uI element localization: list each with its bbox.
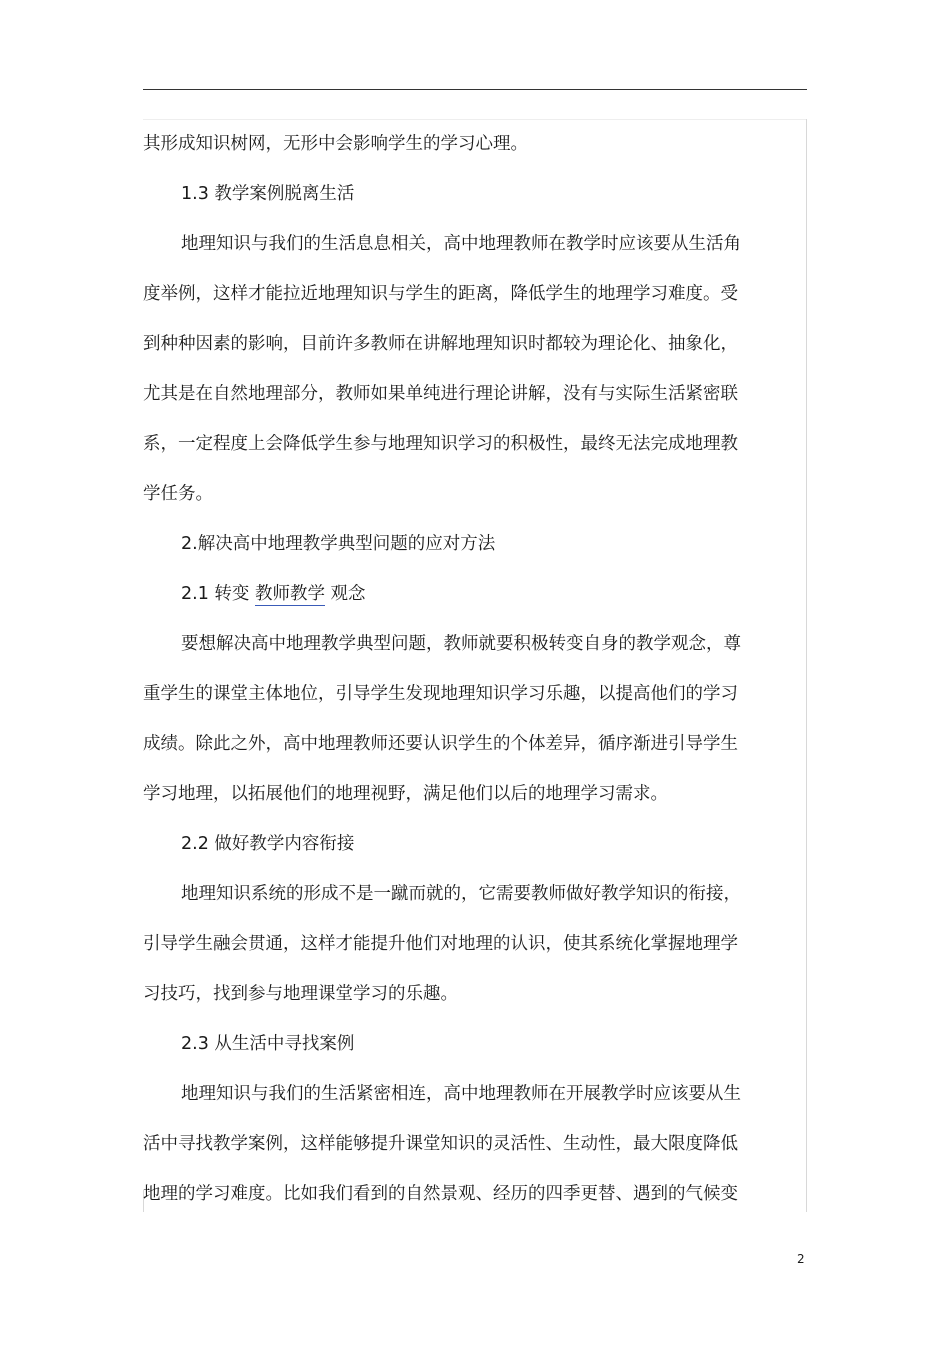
paragraph-line: 活中寻找教学案例，这样能够提升课堂知识的灵活性、生动性，最大限度降低 (143, 1134, 738, 1154)
paragraph-line: 成绩。除此之外，高中地理教师还要认识学生的个体差异，循序渐进引导学生 (143, 734, 738, 754)
heading-prefix: 2.1 转变 (181, 584, 255, 604)
heading-suffix: 观念 (324, 584, 366, 604)
paragraph-line: 其形成知识树网，无形中会影响学生的学习心理。 (143, 134, 528, 154)
paragraph-line: 地理知识与我们的生活息息相关，高中地理教师在教学时应该要从生活角 (181, 234, 741, 254)
paragraph-line: 习技巧，找到参与地理课堂学习的乐趣。 (143, 984, 458, 1004)
paragraph-line: 学习地理，以拓展他们的地理视野，满足他们以后的地理学习需求。 (143, 784, 668, 804)
paragraph-line: 地理知识与我们的生活紧密相连，高中地理教师在开展教学时应该要从生 (181, 1084, 741, 1104)
page-number: 2 (797, 1252, 805, 1266)
content-frame-right (806, 119, 807, 1212)
section-heading-2-2: 2.2 做好教学内容衔接 (181, 834, 355, 854)
paragraph-line: 地理知识系统的形成不是一蹴而就的，它需要教师做好教学知识的衔接， (181, 884, 741, 904)
paragraph-line: 度举例，这样才能拉近地理知识与学生的距离，降低学生的地理学习难度。受 (143, 284, 738, 304)
paragraph-line: 重学生的课堂主体地位，引导学生发现地理知识学习乐趣，以提高他们的学习 (143, 684, 738, 704)
header-rule (143, 89, 807, 90)
paragraph-line: 引导学生融会贯通，这样才能提升他们对地理的认识，使其系统化掌握地理学 (143, 934, 738, 954)
paragraph-line: 系，一定程度上会降低学生参与地理知识学习的积极性，最终无法完成地理教 (143, 434, 738, 454)
section-heading-2: 2.解决高中地理教学典型问题的应对方法 (181, 534, 496, 554)
paragraph-line: 学任务。 (143, 484, 213, 504)
section-heading-2-1 (181, 583, 366, 605)
content-frame-top (143, 119, 807, 120)
paragraph-line: 地理的学习难度。比如我们看到的自然景观、经历的四季更替、遇到的气候变 (143, 1184, 738, 1204)
paragraph-line: 尤其是在自然地理部分，教师如果单纯进行理论讲解，没有与实际生活紧密联 (143, 384, 738, 404)
teacher-teaching-link[interactable]: 教师教学 (254, 584, 325, 604)
paragraph-line: 到种种因素的影响，目前许多教师在讲解地理知识时都较为理论化、抽象化， (143, 334, 738, 354)
section-heading-2-3: 2.3 从生活中寻找案例 (181, 1034, 355, 1054)
paragraph-line: 要想解决高中地理教学典型问题，教师就要积极转变自身的教学观念，尊 (181, 634, 741, 654)
section-heading-1-3: 1.3 教学案例脱离生活 (181, 184, 355, 204)
